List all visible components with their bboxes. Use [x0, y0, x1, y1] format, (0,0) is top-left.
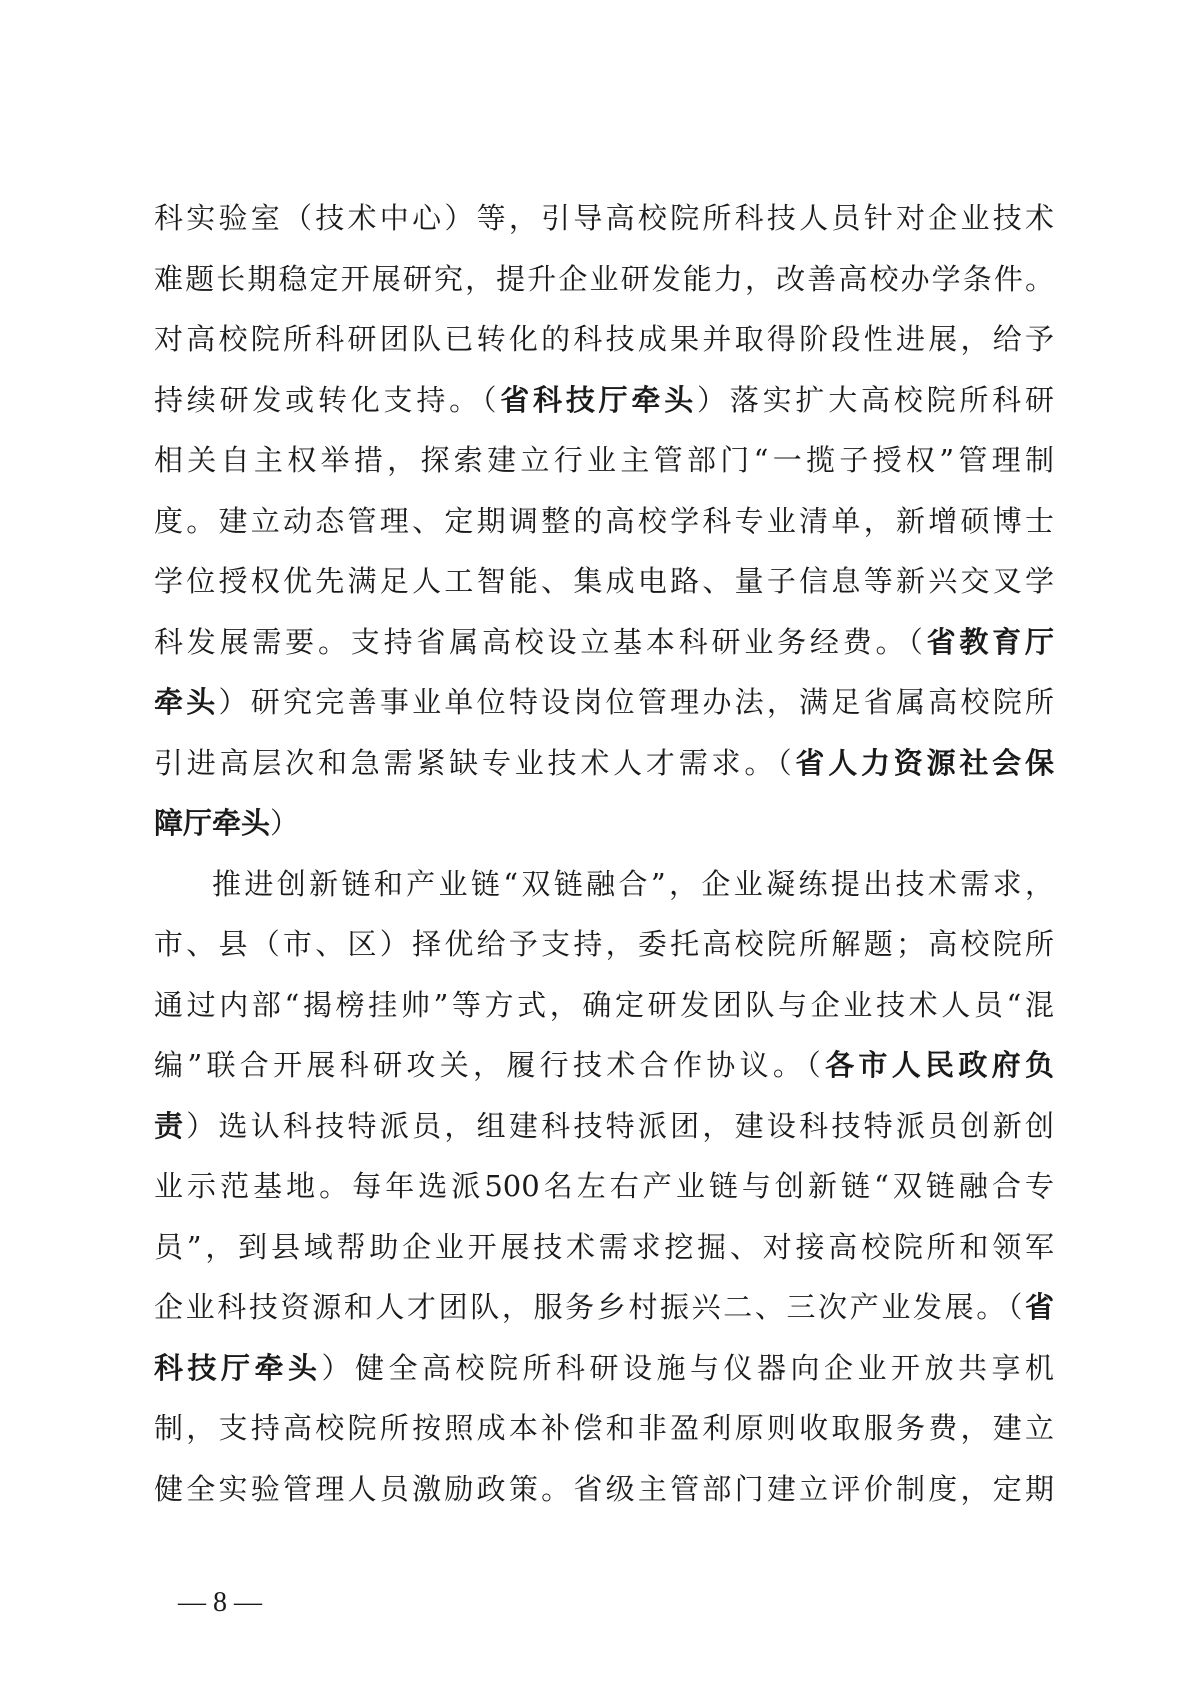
- text-line: 相关自主权举措，探索建立行业主管部门“一揽子授权”管理制: [154, 443, 1054, 477]
- text-line: 责）选认科技特派员，组建科技特派团，建设科技特派员创新创: [154, 1108, 1054, 1143]
- lead-department: 牵头: [154, 685, 219, 719]
- text-line: 持续研发或转化支持。（省科技厅牵头）落实扩大高校院所科研: [154, 382, 1054, 417]
- text-line: 制，支持高校院所按照成本补偿和非盈利原则收取服务费，建立: [154, 1411, 1054, 1445]
- text-line: 科发展需要。支持省属高校设立基本科研业务经费。（省教育厅: [154, 624, 1054, 659]
- text-line: 市、县（市、区）择优给予支持，委托高校院所解题；高校院所: [154, 927, 1054, 961]
- text-line: 科实验室（技术中心）等，引导高校院所科技人员针对企业技术: [154, 201, 1054, 235]
- lead-department: 各市人民政府负: [825, 1048, 1054, 1082]
- lead-department: 责: [154, 1108, 187, 1143]
- text-line: 业示范基地。每年选派500名左右产业链与创新链“双链融合专: [154, 1169, 1054, 1203]
- text-line: 度。建立动态管理、定期调整的高校学科专业清单，新增硕博士: [154, 503, 1054, 538]
- text-line: 难题长期稳定开展研究，提升企业研发能力，改善高校办学条件。: [154, 261, 1054, 296]
- paragraph-first-line: 推进创新链和产业链“双链融合”，企业凝练提出技术需求，: [212, 866, 1054, 901]
- page-number: — 8 —: [178, 1587, 262, 1618]
- text-line: 学位授权优先满足人工智能、集成电路、量子信息等新兴交叉学: [154, 564, 1054, 598]
- body-text: [154, 188, 1054, 1519]
- text-line: 牵头）研究完善事业单位特设岗位管理办法，满足省属高校院所: [154, 685, 1054, 719]
- text-line: 健全实验管理人员激励政策。省级主管部门建立评价制度，定期: [154, 1471, 1054, 1506]
- lead-department: 障厅牵头: [154, 806, 271, 840]
- text-line: 企业科技资源和人才团队，服务乡村振兴二、三次产业发展。（省: [154, 1290, 1054, 1324]
- text-line: 科技厅牵头）健全高校院所科研设施与仪器向企业开放共享机: [154, 1350, 1054, 1385]
- text-line: 引进高层次和急需紧缺专业技术人才需求。（省人力资源社会保: [154, 745, 1054, 780]
- text-line: 通过内部“揭榜挂帅”等方式，确定研发团队与企业技术人员“混: [154, 987, 1054, 1022]
- text-line: 员”，到县域帮助企业开展技术需求挖掘、对接高校院所和领军: [154, 1229, 1054, 1264]
- lead-department: 省人力资源社会保: [795, 745, 1054, 780]
- lead-department: 省: [1024, 1290, 1054, 1324]
- text-line: 对高校院所科研团队已转化的科技成果并取得阶段性进展，给予: [154, 322, 1054, 356]
- lead-department: 省科技厅牵头: [500, 382, 698, 417]
- lead-department: 科技厅牵头: [154, 1350, 322, 1385]
- text-line: 编”联合开展科研攻关，履行技术合作协议。（各市人民政府负: [154, 1048, 1054, 1082]
- lead-department: 省教育厅: [926, 624, 1054, 659]
- text-line: 障厅牵头）: [154, 806, 300, 840]
